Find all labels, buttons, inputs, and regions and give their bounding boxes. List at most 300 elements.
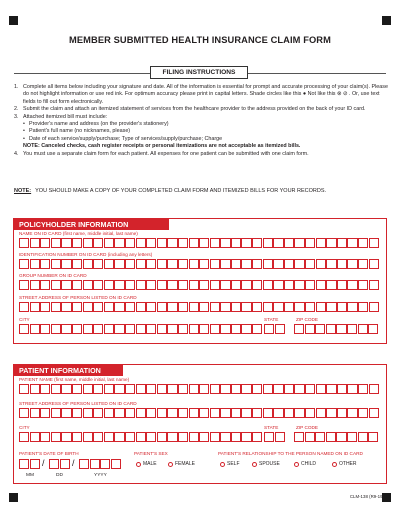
char-box[interactable] [51,432,61,442]
char-box[interactable] [19,238,29,248]
char-box[interactable] [358,432,368,442]
char-box[interactable] [199,408,209,418]
char-box[interactable] [210,384,220,394]
char-box[interactable] [337,280,347,290]
char-box[interactable] [51,408,61,418]
char-box[interactable] [178,238,188,248]
char-box[interactable] [157,432,167,442]
char-box[interactable] [241,259,251,269]
dob-month-input[interactable] [19,459,40,469]
char-box[interactable] [358,302,368,312]
char-box[interactable] [60,459,70,469]
patient-city-input[interactable] [19,432,263,442]
char-box[interactable] [104,238,114,248]
char-box[interactable] [199,238,209,248]
char-box[interactable] [40,432,50,442]
char-box[interactable] [83,408,93,418]
char-box[interactable] [30,238,40,248]
char-box[interactable] [136,238,146,248]
char-box[interactable] [114,324,124,334]
char-box[interactable] [104,280,114,290]
char-box[interactable] [294,432,304,442]
char-box[interactable] [252,384,262,394]
char-box[interactable] [157,408,167,418]
char-box[interactable] [369,280,379,290]
char-box[interactable] [136,324,146,334]
char-box[interactable] [347,324,357,334]
char-box[interactable] [111,459,121,469]
char-box[interactable] [189,432,199,442]
char-box[interactable] [347,259,357,269]
char-box[interactable] [264,324,274,334]
char-box[interactable] [61,408,71,418]
sex-female-radio[interactable] [168,461,195,467]
char-box[interactable] [210,238,220,248]
char-box[interactable] [114,408,124,418]
char-box[interactable] [51,238,61,248]
char-box[interactable] [273,408,283,418]
char-box[interactable] [19,324,29,334]
char-box[interactable] [72,280,82,290]
char-box[interactable] [157,259,167,269]
char-box[interactable] [114,302,124,312]
char-box[interactable] [347,280,357,290]
char-box[interactable] [146,259,156,269]
char-box[interactable] [167,259,177,269]
char-box[interactable] [104,384,114,394]
char-box[interactable] [273,238,283,248]
char-box[interactable] [316,408,326,418]
char-box[interactable] [40,259,50,269]
char-box[interactable] [305,324,315,334]
char-box[interactable] [125,302,135,312]
char-box[interactable] [316,384,326,394]
char-box[interactable] [220,384,230,394]
char-box[interactable] [231,238,241,248]
char-box[interactable] [241,280,251,290]
char-box[interactable] [284,384,294,394]
char-box[interactable] [337,238,347,248]
char-box[interactable] [337,259,347,269]
char-box[interactable] [294,324,304,334]
char-box[interactable] [167,280,177,290]
char-box[interactable] [284,408,294,418]
char-box[interactable] [326,280,336,290]
char-box[interactable] [347,302,357,312]
char-box[interactable] [231,324,241,334]
id-number-input[interactable] [19,259,379,269]
char-box[interactable] [210,302,220,312]
char-box[interactable] [178,324,188,334]
char-box[interactable] [273,384,283,394]
char-box[interactable] [30,280,40,290]
char-box[interactable] [336,432,346,442]
char-box[interactable] [146,238,156,248]
char-box[interactable] [305,259,315,269]
char-box[interactable] [157,324,167,334]
char-box[interactable] [326,259,336,269]
char-box[interactable] [61,384,71,394]
char-box[interactable] [167,432,177,442]
rel-other-radio[interactable] [332,461,357,467]
rel-child-radio[interactable] [294,461,316,467]
char-box[interactable] [210,432,220,442]
char-box[interactable] [30,259,40,269]
char-box[interactable] [326,384,336,394]
char-box[interactable] [146,408,156,418]
char-box[interactable] [263,384,273,394]
char-box[interactable] [93,302,103,312]
char-box[interactable] [231,432,241,442]
patient-state-input[interactable] [264,432,285,442]
char-box[interactable] [51,324,61,334]
char-box[interactable] [30,324,40,334]
char-box[interactable] [220,280,230,290]
char-box[interactable] [273,259,283,269]
char-box[interactable] [252,302,262,312]
char-box[interactable] [19,302,29,312]
char-box[interactable] [358,324,368,334]
char-box[interactable] [326,302,336,312]
rel-spouse-radio[interactable] [252,461,280,467]
char-box[interactable] [178,432,188,442]
char-box[interactable] [30,432,40,442]
char-box[interactable] [93,432,103,442]
char-box[interactable] [19,280,29,290]
char-box[interactable] [220,408,230,418]
char-box[interactable] [146,384,156,394]
char-box[interactable] [316,302,326,312]
char-box[interactable] [125,408,135,418]
char-box[interactable] [199,280,209,290]
char-box[interactable] [252,259,262,269]
zip-input[interactable] [294,324,379,334]
char-box[interactable] [316,280,326,290]
char-box[interactable] [305,280,315,290]
char-box[interactable] [305,238,315,248]
char-box[interactable] [49,459,59,469]
char-box[interactable] [210,259,220,269]
char-box[interactable] [199,384,209,394]
char-box[interactable] [61,302,71,312]
char-box[interactable] [337,302,347,312]
char-box[interactable] [316,238,326,248]
char-box[interactable] [220,302,230,312]
char-box[interactable] [263,259,273,269]
char-box[interactable] [263,302,273,312]
char-box[interactable] [93,408,103,418]
char-box[interactable] [275,324,285,334]
patient-zip-input[interactable] [294,432,379,442]
char-box[interactable] [284,302,294,312]
char-box[interactable] [189,408,199,418]
char-box[interactable] [19,384,29,394]
char-box[interactable] [369,384,379,394]
char-box[interactable] [125,324,135,334]
state-input[interactable] [264,324,285,334]
char-box[interactable] [368,432,378,442]
char-box[interactable] [114,280,124,290]
char-box[interactable] [104,408,114,418]
char-box[interactable] [61,259,71,269]
char-box[interactable] [358,238,368,248]
char-box[interactable] [294,259,304,269]
char-box[interactable] [30,302,40,312]
char-box[interactable] [199,432,209,442]
street-address-input[interactable] [19,302,379,312]
char-box[interactable] [61,238,71,248]
radio-label: MALE [143,461,157,467]
char-box[interactable] [358,408,368,418]
char-box[interactable] [326,432,336,442]
char-box[interactable] [220,432,230,442]
char-box[interactable] [189,302,199,312]
char-box[interactable] [347,432,357,442]
char-box[interactable] [294,280,304,290]
char-box[interactable] [284,259,294,269]
patient-street-input[interactable] [19,408,379,418]
char-box[interactable] [93,324,103,334]
char-box[interactable] [83,259,93,269]
char-box[interactable] [189,324,199,334]
char-box[interactable] [125,259,135,269]
char-box[interactable] [189,280,199,290]
char-box[interactable] [72,259,82,269]
char-box[interactable] [210,280,220,290]
char-box[interactable] [178,259,188,269]
char-box[interactable] [167,238,177,248]
char-box[interactable] [241,408,251,418]
char-box[interactable] [178,384,188,394]
char-box[interactable] [83,302,93,312]
char-box[interactable] [104,302,114,312]
patient-name-input[interactable] [19,384,379,394]
char-box[interactable] [241,432,251,442]
char-box[interactable] [167,384,177,394]
char-box[interactable] [210,324,220,334]
char-box[interactable] [167,324,177,334]
char-box[interactable] [369,302,379,312]
char-box[interactable] [189,259,199,269]
char-box[interactable] [220,324,230,334]
char-box[interactable] [294,238,304,248]
char-box[interactable] [358,259,368,269]
char-box[interactable] [30,384,40,394]
char-box[interactable] [125,432,135,442]
char-box[interactable] [220,259,230,269]
char-box[interactable] [19,259,29,269]
char-box[interactable] [231,259,241,269]
char-box[interactable] [315,432,325,442]
char-box[interactable] [231,280,241,290]
char-box[interactable] [125,238,135,248]
char-box[interactable] [241,238,251,248]
char-box[interactable] [231,302,241,312]
char-box[interactable] [51,384,61,394]
char-box[interactable] [305,432,315,442]
char-box[interactable] [315,324,325,334]
char-box[interactable] [305,384,315,394]
char-box[interactable] [167,302,177,312]
char-box[interactable] [326,324,336,334]
char-box[interactable] [125,384,135,394]
char-box[interactable] [30,408,40,418]
char-box[interactable] [19,408,29,418]
char-box[interactable] [189,384,199,394]
char-box[interactable] [114,432,124,442]
char-box[interactable] [210,408,220,418]
char-box[interactable] [252,408,262,418]
dob-day-input[interactable] [49,459,70,469]
char-box[interactable] [358,280,368,290]
char-box[interactable] [146,432,156,442]
char-box[interactable] [157,384,167,394]
char-box[interactable] [83,432,93,442]
char-box[interactable] [199,302,209,312]
sex-male-radio[interactable] [136,461,157,467]
char-box[interactable] [294,408,304,418]
char-box[interactable] [263,238,273,248]
char-box[interactable] [263,408,273,418]
char-box[interactable] [199,324,209,334]
char-box[interactable] [347,238,357,248]
char-box[interactable] [273,302,283,312]
dob-year-input[interactable] [79,459,121,469]
char-box[interactable] [93,384,103,394]
char-box[interactable] [40,324,50,334]
char-box[interactable] [252,324,262,334]
char-box[interactable] [252,432,262,442]
char-box[interactable] [326,408,336,418]
char-box[interactable] [79,459,89,469]
char-box[interactable] [220,238,230,248]
char-box[interactable] [294,384,304,394]
char-box[interactable] [231,384,241,394]
char-box[interactable] [72,384,82,394]
char-box[interactable] [114,238,124,248]
char-box[interactable] [167,408,177,418]
char-box[interactable] [83,238,93,248]
city-input[interactable] [19,324,263,334]
policyholder-name-input[interactable] [19,238,379,248]
char-box[interactable] [275,432,285,442]
char-box[interactable] [72,238,82,248]
char-box[interactable] [157,238,167,248]
char-box[interactable] [369,259,379,269]
char-box[interactable] [40,408,50,418]
char-box[interactable] [72,408,82,418]
char-box[interactable] [40,384,50,394]
char-box[interactable] [336,324,346,334]
char-box[interactable] [347,384,357,394]
char-box[interactable] [136,259,146,269]
char-box[interactable] [61,432,71,442]
char-box[interactable] [252,238,262,248]
char-box[interactable] [263,280,273,290]
char-box[interactable] [136,432,146,442]
char-box[interactable] [337,384,347,394]
char-box[interactable] [51,259,61,269]
char-box[interactable] [51,280,61,290]
char-box[interactable] [93,280,103,290]
char-box[interactable] [72,432,82,442]
char-box[interactable] [241,384,251,394]
char-box[interactable] [72,324,82,334]
char-box[interactable] [294,302,304,312]
char-box[interactable] [305,408,315,418]
char-box[interactable] [252,280,262,290]
char-box[interactable] [284,280,294,290]
char-box[interactable] [178,408,188,418]
char-box[interactable] [104,432,114,442]
char-box[interactable] [136,408,146,418]
char-box[interactable] [104,259,114,269]
char-box[interactable] [83,384,93,394]
char-box[interactable] [40,238,50,248]
char-box[interactable] [19,459,29,469]
char-box[interactable] [273,280,283,290]
char-box[interactable] [305,302,315,312]
char-box[interactable] [241,302,251,312]
char-box[interactable] [368,324,378,334]
char-box[interactable] [93,259,103,269]
char-box[interactable] [146,280,156,290]
char-box[interactable] [284,238,294,248]
char-box[interactable] [146,302,156,312]
char-box[interactable] [90,459,100,469]
char-box[interactable] [125,280,135,290]
char-box[interactable] [136,280,146,290]
char-box[interactable] [114,259,124,269]
char-box[interactable] [358,384,368,394]
char-box[interactable] [146,324,156,334]
char-box[interactable] [136,302,146,312]
char-box[interactable] [83,280,93,290]
char-box[interactable] [19,432,29,442]
rel-self-radio[interactable] [220,461,240,467]
char-box[interactable] [199,259,209,269]
char-box[interactable] [157,302,167,312]
char-box[interactable] [93,238,103,248]
char-box[interactable] [104,324,114,334]
char-box[interactable] [241,324,251,334]
char-box[interactable] [178,302,188,312]
char-box[interactable] [337,408,347,418]
char-box[interactable] [369,238,379,248]
char-box[interactable] [61,324,71,334]
char-box[interactable] [136,384,146,394]
char-box[interactable] [326,238,336,248]
char-box[interactable] [369,408,379,418]
char-box[interactable] [347,408,357,418]
char-box[interactable] [83,324,93,334]
char-box[interactable] [40,302,50,312]
char-box[interactable] [157,280,167,290]
char-box[interactable] [264,432,274,442]
char-box[interactable] [40,280,50,290]
char-box[interactable] [72,302,82,312]
char-box[interactable] [114,384,124,394]
char-box[interactable] [316,259,326,269]
char-box[interactable] [100,459,110,469]
char-box[interactable] [30,459,40,469]
group-number-input[interactable] [19,280,379,290]
char-box[interactable] [51,302,61,312]
char-box[interactable] [231,408,241,418]
char-box[interactable] [189,238,199,248]
char-box[interactable] [178,280,188,290]
char-box[interactable] [61,280,71,290]
